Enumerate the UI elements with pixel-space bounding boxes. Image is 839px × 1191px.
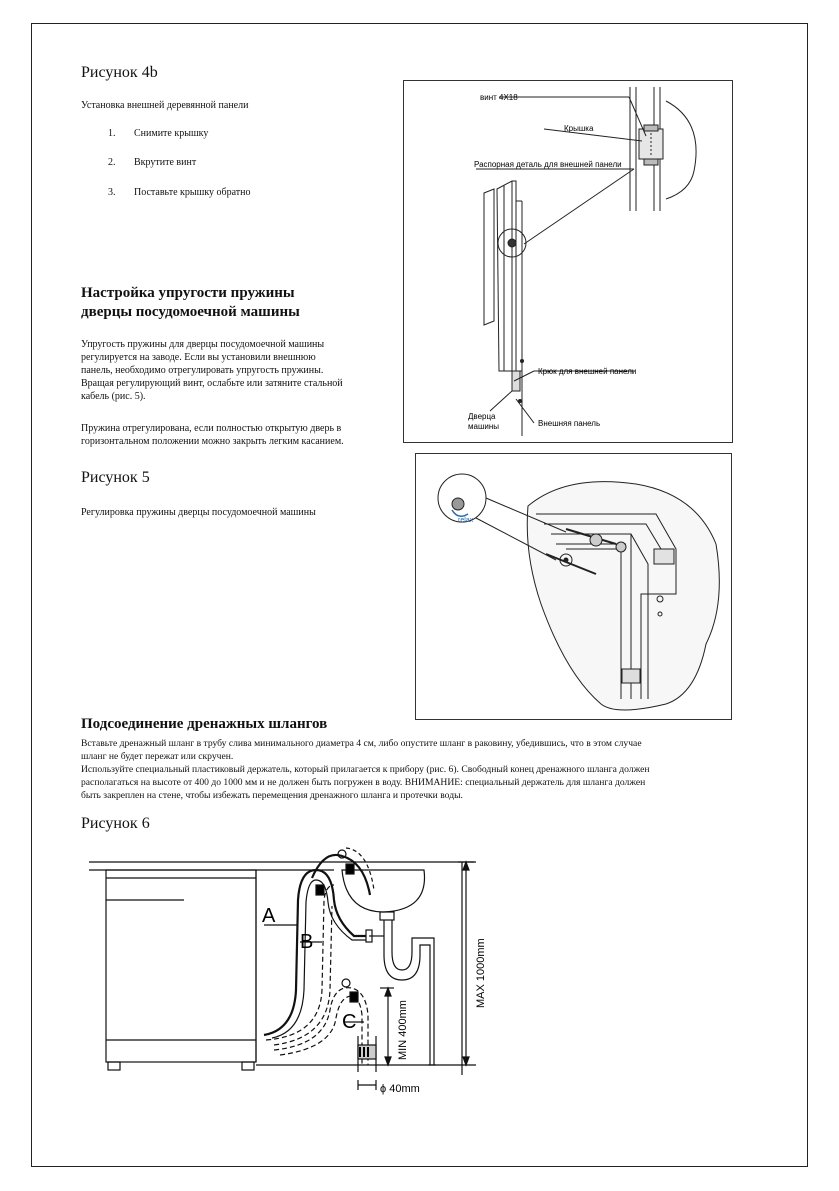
diameter-label: ϕ 40mm — [380, 1083, 420, 1095]
hose-c-label: C — [342, 1011, 357, 1033]
step-text: Снимите крышку — [134, 128, 209, 139]
drain-heading: Подсоединение дренажных шлангов — [81, 716, 328, 732]
spring-paragraph-1 — [81, 338, 391, 403]
fig4b-subtitle: Установка внешней деревянной панели — [81, 100, 249, 111]
cap-label: Крышка — [564, 124, 594, 133]
fig6-svg — [84, 840, 504, 1105]
drain-paragraph — [81, 737, 786, 802]
min-height-label: MIN 400mm — [397, 1000, 409, 1060]
spacer-label: Распорная деталь для внешней панели — [474, 160, 622, 169]
fig4b-diagram — [403, 80, 733, 443]
step-number: 1. — [108, 128, 116, 139]
spring-heading — [81, 284, 300, 322]
relax-label: relax — [458, 517, 474, 524]
step-text: Поставьте крышку обратно — [134, 187, 251, 198]
text-line: кабель (рис. 5). — [81, 391, 146, 402]
fig5-subtitle: Регулировка пружины дверцы посудомоечной машины — [81, 507, 316, 518]
text-line: Упругость пружины для дверцы посудомоечной машины — [81, 339, 325, 350]
fig5-title: Рисунок 5 — [81, 469, 150, 486]
fig6-title: Рисунок 6 — [81, 815, 150, 832]
door-label-2: машины — [468, 422, 500, 431]
step-text: Вкрутите винт — [134, 157, 197, 168]
fig4b-step-1 — [108, 128, 208, 139]
text-line: горизонтальном положении можно закрыть легким касанием. — [81, 436, 344, 447]
text-line: Вращая регулирующий винт, ослабьте или затяните стальной — [81, 378, 343, 389]
hook-label: Крюк для внешней панели — [538, 367, 637, 376]
hose-b-label: B — [300, 931, 314, 953]
spring-paragraph-2 — [81, 422, 391, 448]
spring-heading-line-1: Настройка упругости пружины — [81, 285, 295, 301]
fig5-diagram — [415, 453, 732, 720]
fig6-diagram — [84, 840, 504, 1105]
hose-a-label: A — [262, 905, 276, 927]
fig4b-title: Рисунок 4b — [81, 64, 158, 81]
text-line: быть закреплен на стене, чтобы избежать перемещения дренажного шланга и протечки воды. — [81, 790, 463, 801]
door-label-1: Дверца — [468, 412, 496, 421]
max-height-label: MAX 1000mm — [475, 938, 487, 1008]
fig4b-step-2 — [108, 157, 196, 168]
fig4b-svg — [404, 81, 732, 442]
screw-label: винт 4X18 — [480, 93, 518, 102]
spring-heading-line-2: дверцы посудомоечной машины — [81, 304, 300, 320]
fig5-svg — [416, 454, 731, 719]
step-number: 2. — [108, 157, 116, 168]
text-line: регулируется на заводе. Если вы установили внешнюю — [81, 352, 316, 363]
fig4b-step-3 — [108, 187, 251, 198]
text-line: шланг не будет пережат или скручен. — [81, 751, 234, 762]
text-line: Используйте специальный пластиковый держатель, который прилагается к прибору (рис. 6). Свободный конец дренажного шланга должен — [81, 764, 650, 775]
step-number: 3. — [108, 187, 116, 198]
text-line: располагаться на высоте от 400 до 1000 мм и не должен быть погружен в воду. ВНИМАНИЕ: специальный держатель для шланга должен — [81, 777, 646, 788]
text-line: Вставьте дренажный шланг в трубу слива минимального диаметра 4 см, либо опустите шланг в раковину, убедившись, что в этом случае — [81, 738, 642, 749]
text-line: панель, необходимо отрегулировать упругость пружины. — [81, 365, 324, 376]
outer-panel-label: Внешняя панель — [538, 419, 601, 428]
text-line: Пружина отрегулирована, если полностью открытую дверь в — [81, 423, 342, 434]
